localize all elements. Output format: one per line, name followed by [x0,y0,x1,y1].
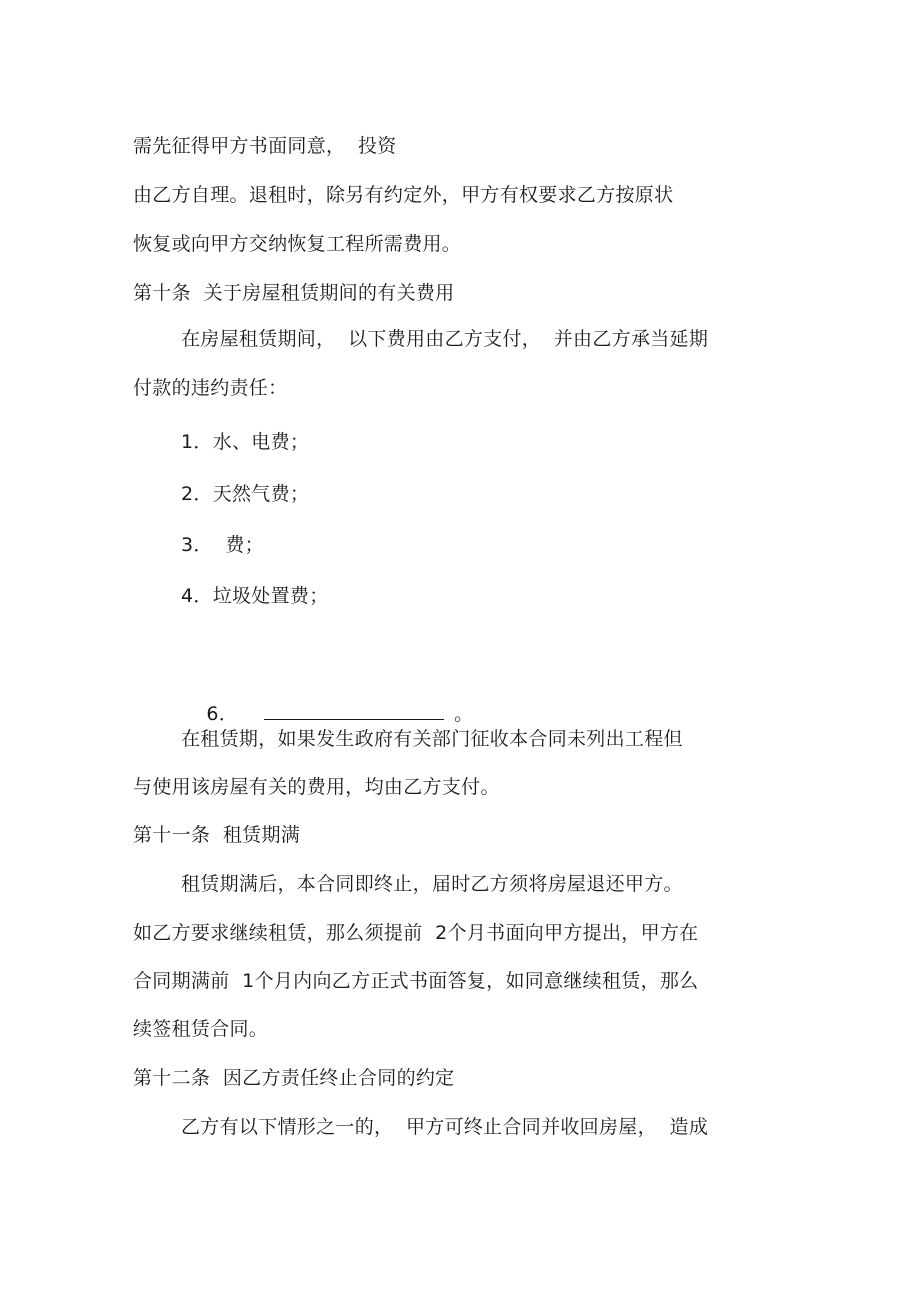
list-item-end: 。 [454,703,474,725]
text-line: 在租赁期，如果发生政府有关部门征收本合同未列出工程但 [181,728,683,750]
list-item: 1．水、电费； [181,431,310,453]
article-heading: 第十一条 租赁期满 [133,824,301,846]
article-heading: 第十二条 因乙方责任终止合同的约定 [133,1067,455,1089]
list-item: 2．天然气费； [181,483,310,505]
list-item-number: 6． [206,703,239,725]
text-line: 恢复或向甲方交纳恢复工程所需费用。 [133,233,462,255]
text-line: 与使用该房屋有关的费用，均由乙方支付。 [133,776,500,798]
text-line: 续签租赁合同。 [133,1018,269,1040]
article-heading: 第十条 关于房屋租赁期间的有关费用 [133,282,455,304]
text-line: 乙方有以下情形之一的， 甲方可终止合同并收回房屋， 造成 [181,1116,709,1138]
list-item: 3． 费； [181,534,264,556]
text-line: 需先征得甲方书面同意， 投资 [133,135,397,157]
text-line: 租赁期满后，本合同即终止，届时乙方须将房屋退还甲方。 [181,873,683,895]
text-line: 付款的违约责任： [133,377,288,399]
text-line: 由乙方自理。退租时，除另有约定外，甲方有权要求乙方按原状 [133,184,674,206]
text-line: 合同期满前 1个月内向乙方正式书面答复，如同意继续租赁，那么 [133,970,699,992]
list-item: 4．垃圾处置费； [181,585,329,607]
fill-in-blank [264,702,444,720]
text-line: 如乙方要求继续租赁，那么须提前 2个月书面向甲方提出，甲方在 [133,922,699,944]
text-line: 在房屋租赁期间， 以下费用由乙方支付， 并由乙方承当延期 [181,328,709,350]
